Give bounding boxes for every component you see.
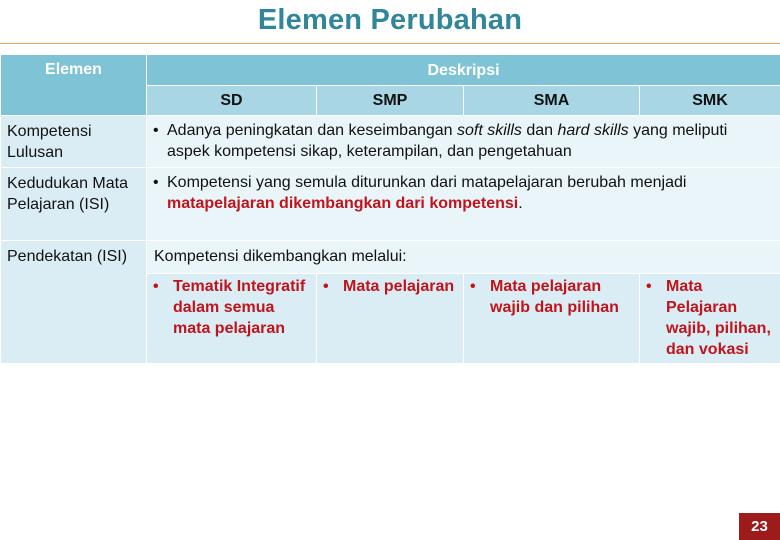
title-divider bbox=[0, 43, 780, 44]
level-text-smk: Mata Pelajaran wajib, pilihan, dan vokasi bbox=[666, 278, 771, 358]
highlight-text: matapelajaran dikembangkan dari kompetensi bbox=[167, 195, 519, 212]
level-cell-smp bbox=[317, 274, 464, 364]
element-kedudukan-mata-pelajaran: Kedudukan Mata Pelajaran (ISI) bbox=[1, 168, 147, 241]
bullet-icon: • bbox=[153, 174, 159, 191]
text-fragment: Kompetensi yang semula diturunkan dari matapelajaran berubah menjadi bbox=[167, 174, 687, 191]
bullet-icon: • bbox=[646, 278, 652, 295]
level-text-smp: Mata pelajaran bbox=[343, 278, 455, 295]
description-cell bbox=[147, 116, 780, 168]
level-text-sd: Tematik Integratif dalam semua mata pelajaran bbox=[173, 278, 306, 337]
changes-table bbox=[0, 54, 780, 364]
bullet-item bbox=[153, 276, 312, 339]
bullet-item bbox=[323, 276, 459, 297]
table-row bbox=[1, 168, 780, 241]
bullet-icon: • bbox=[153, 122, 159, 139]
bullet-item bbox=[153, 120, 774, 162]
description-cell bbox=[147, 168, 780, 241]
header-row bbox=[1, 55, 780, 86]
header-description: Deskripsi bbox=[147, 55, 780, 86]
level-cell-sd bbox=[147, 274, 317, 364]
level-cell-sma bbox=[464, 274, 640, 364]
element-kompetensi-lulusan: Kompetensi Lulusan bbox=[1, 116, 147, 168]
bullet-text bbox=[167, 120, 774, 162]
bullet-text bbox=[167, 172, 774, 214]
bullet-item bbox=[153, 172, 774, 214]
header-smp: SMP bbox=[317, 86, 464, 116]
text-fragment: Adanya peningkatan dan keseimbangan bbox=[167, 122, 457, 139]
header-sd: SD bbox=[147, 86, 317, 116]
header-smk: SMK bbox=[640, 86, 780, 116]
level-cell-smk bbox=[640, 274, 780, 364]
table-row bbox=[1, 241, 780, 274]
header-sma: SMA bbox=[464, 86, 640, 116]
italic-term: soft skills bbox=[457, 122, 522, 139]
element-pendekatan: Pendekatan (ISI) bbox=[1, 241, 147, 364]
slide-title: Elemen Perubahan bbox=[257, 4, 523, 36]
bullet-icon: • bbox=[153, 278, 159, 295]
description-intro: Kompetensi dikembangkan melalui: bbox=[147, 241, 780, 274]
text-fragment: yang meliputi aspek kompetensi sikap, keterampilan, dan pengetahuan bbox=[167, 122, 728, 160]
text-fragment: dan bbox=[521, 122, 558, 139]
table-row bbox=[1, 116, 780, 168]
bullet-item bbox=[646, 276, 776, 360]
header-element: Elemen bbox=[1, 55, 147, 116]
bullet-icon: • bbox=[470, 278, 476, 295]
level-text-sma: Mata pelajaran wajib dan pilihan bbox=[490, 278, 619, 316]
text-fragment: . bbox=[518, 195, 523, 212]
bullet-item bbox=[470, 276, 635, 318]
page-number: 23 bbox=[739, 513, 780, 540]
italic-term: hard skills bbox=[557, 122, 629, 139]
bullet-icon: • bbox=[323, 278, 329, 295]
